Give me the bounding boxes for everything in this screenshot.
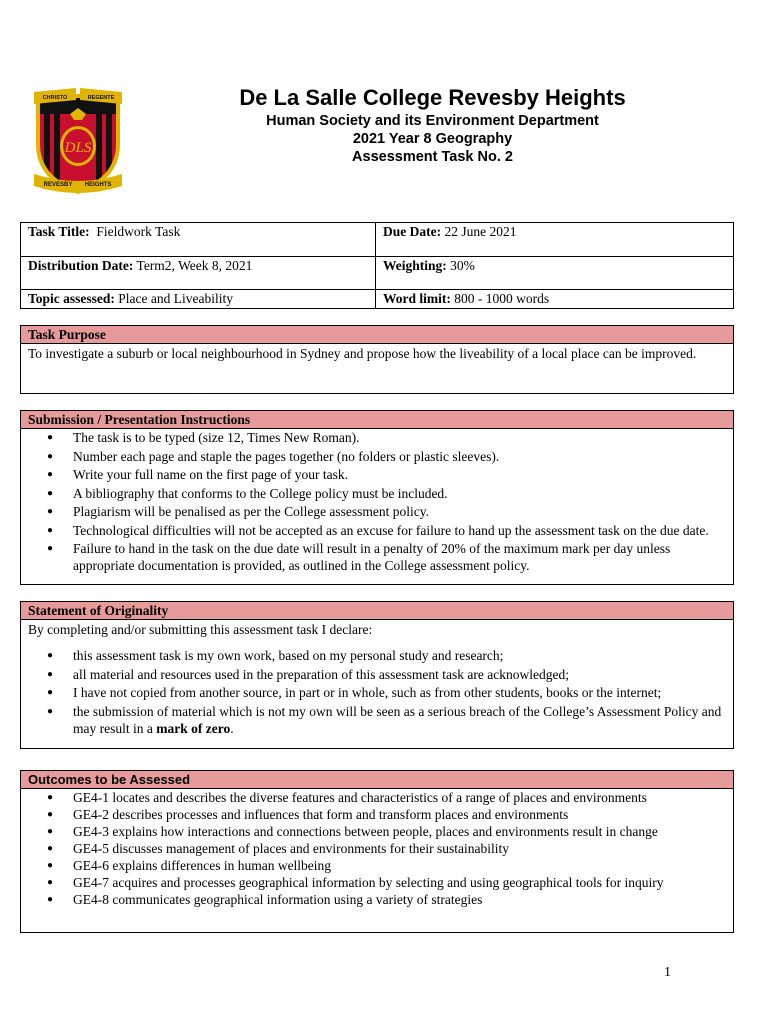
task-purpose-heading: Task Purpose: [21, 326, 733, 344]
list-item: ● Failure to hand in the task on the due date will result in a penalty of 20% of the maximum mark per day unless appropriate documentation is provided, as outlined in the College assessment policy.: [47, 540, 733, 574]
due-date-label: Due Date:: [383, 224, 442, 239]
header-titles: [205, 84, 660, 166]
submission-instructions-list: [21, 429, 733, 574]
task-number: Assessment Task No. 2: [352, 149, 513, 165]
topic-value: Place and Liveability: [118, 291, 233, 306]
college-name: De La Salle College Revesby Heights: [239, 85, 626, 110]
list-item: ● Number each page and staple the pages together (no folders or plastic sleeves).: [47, 448, 733, 465]
list-item: ● Technological difficulties will not be accepted as an excuse for failure to hand up the assessment task on the due date.: [47, 522, 733, 539]
originality-intro: By completing and/or submitting this assessment task I declare:: [28, 622, 373, 637]
task-title-cell: [21, 223, 376, 257]
distribution-date-value: Term2, Week 8, 2021: [136, 258, 253, 273]
list-item: ● Plagiarism will be penalised as per the College assessment policy.: [47, 503, 733, 520]
course-name: 2021 Year 8 Geography: [352, 131, 513, 147]
topic-cell: [21, 290, 376, 309]
outcomes-heading: Outcomes to be Assessed: [21, 771, 733, 789]
list-item: ● GE4-3 explains how interactions and connections between people, places and environments result in change: [47, 823, 733, 840]
topic-label: Topic assessed:: [28, 291, 115, 306]
list-item: ● A bibliography that conforms to the College policy must be included.: [47, 485, 733, 502]
list-item: ● this assessment task is my own work, based on my personal study and research;: [47, 647, 733, 664]
crest-banner-left: REVESBY: [43, 182, 73, 188]
list-item: ● Write your full name on the first page of your task.: [47, 466, 733, 483]
college-crest-logo: [30, 84, 126, 196]
list-item: ● all material and resources used in the preparation of this assessment task are acknowledged;: [47, 666, 733, 683]
outcomes-list: [21, 789, 733, 908]
list-item: ● GE4-1 locates and describes the diverse features and characteristics of a range of places and environments: [47, 789, 733, 806]
task-title-label: Task Title:: [28, 224, 90, 239]
task-purpose-text: To investigate a suburb or local neighbourhood in Sydney and propose how the liveability of a local place can be improved.: [28, 346, 697, 361]
word-limit-label: Word limit:: [383, 291, 451, 306]
distribution-date-cell: [21, 257, 376, 290]
due-date-value: 22 June 2021: [444, 224, 517, 239]
crest-motto-right: REGENTE: [87, 95, 115, 101]
list-item: ● GE4-2 describes processes and influences that form and transform places and environments: [47, 806, 733, 823]
list-item: ● GE4-6 explains differences in human wellbeing: [47, 857, 733, 874]
crest-motto-left: CHRISTO: [42, 95, 68, 101]
list-item: ● GE4-5 discusses management of places and environments for their sustainability: [47, 840, 733, 857]
list-item: ● The task is to be typed (size 12, Times New Roman).: [47, 429, 733, 446]
page-number: 1: [664, 965, 671, 980]
mark-of-zero-text: mark of zero: [156, 720, 231, 736]
task-title-value: Fieldwork Task: [96, 224, 181, 239]
statement-of-originality-heading: Statement of Originality: [21, 602, 733, 620]
list-item: [47, 703, 733, 737]
due-date-cell: [376, 223, 734, 257]
originality-last-suffix: .: [230, 720, 234, 736]
crest-banner-right: HEIGHTS: [84, 182, 112, 188]
originality-last-prefix: the submission of material which is not my own will be seen as a serious breach of the College’s Assessment Policy and may result in a: [73, 703, 722, 736]
list-item: ● GE4-7 acquires and processes geographical information by selecting and using geographical tools for inquiry: [47, 874, 733, 891]
statement-of-originality-section: [20, 601, 734, 749]
weighting-label: Weighting:: [383, 258, 447, 273]
word-limit-cell: [376, 290, 734, 309]
list-item: ● GE4-8 communicates geographical information using a variety of strategies: [47, 891, 733, 908]
document-header: [0, 0, 768, 200]
info-row: [21, 223, 734, 257]
submission-instructions-section: [20, 410, 734, 585]
weighting-value: 30%: [450, 258, 475, 273]
info-row: [21, 257, 734, 290]
word-limit-value: 800 - 1000 words: [454, 291, 550, 306]
outcomes-section: [20, 770, 734, 933]
department-name: Human Society and its Environment Department: [266, 113, 599, 129]
submission-instructions-heading: Submission / Presentation Instructions: [21, 411, 733, 429]
distribution-date-label: Distribution Date:: [28, 258, 134, 273]
originality-declaration-list: [21, 647, 733, 737]
task-info-table: [20, 222, 734, 309]
info-row: [21, 290, 734, 309]
list-item: ● I have not copied from another source, in part or in whole, such as from other students, books or the internet;: [47, 684, 733, 701]
task-purpose-section: [20, 325, 734, 394]
weighting-cell: [376, 257, 734, 290]
crest-monogram: DLS: [64, 140, 92, 156]
